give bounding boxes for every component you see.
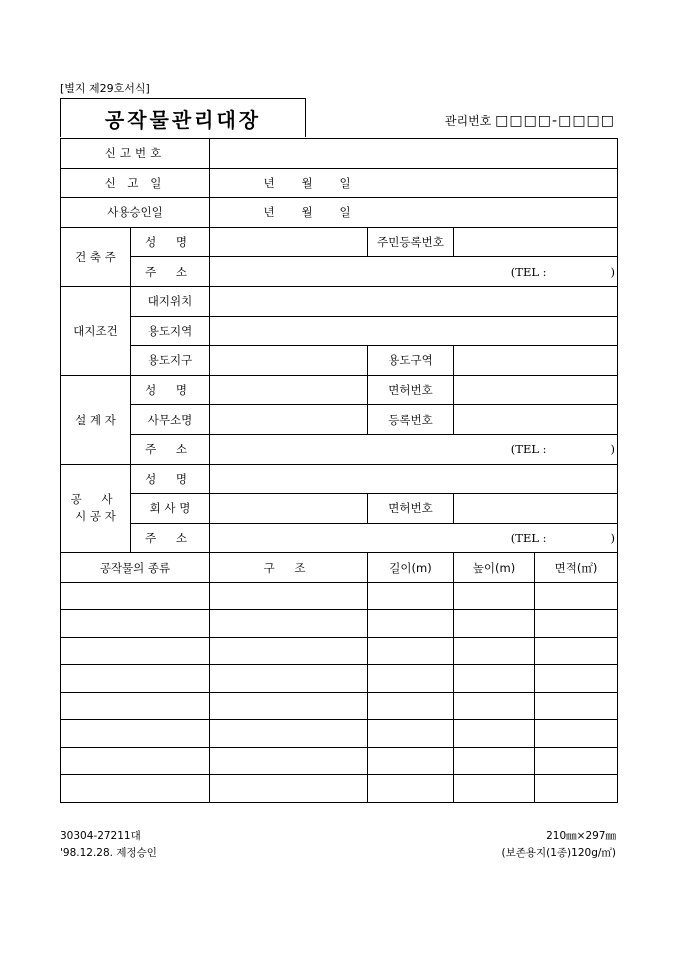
type-cell[interactable] (61, 637, 210, 665)
contractor-license-field[interactable] (454, 494, 618, 524)
structure-cell[interactable] (210, 665, 368, 693)
table-row (61, 610, 618, 638)
form-approval-date: '98.12.28. 제정승인 (60, 847, 157, 859)
type-cell[interactable] (61, 692, 210, 720)
owner-name-label: 성 명 (131, 227, 210, 257)
structure-cell[interactable] (210, 582, 368, 610)
height-cell[interactable] (454, 775, 535, 803)
length-cell[interactable] (368, 720, 454, 748)
contractor-name-field[interactable] (210, 464, 618, 494)
height-cell[interactable] (454, 720, 535, 748)
structure-cell[interactable] (210, 610, 368, 638)
report-date-field[interactable]: 년 월 일 (210, 168, 618, 198)
length-cell[interactable] (368, 637, 454, 665)
structure-cell[interactable] (210, 692, 368, 720)
zone-section-field[interactable] (454, 346, 618, 376)
contractor-address-field[interactable]: (TEL : ) (210, 523, 618, 553)
area-cell[interactable] (535, 582, 618, 610)
report-date-label: 신 고 일 (61, 168, 210, 198)
designer-registration-label: 등록번호 (368, 405, 454, 435)
owner-id-field[interactable] (454, 227, 618, 257)
type-cell[interactable] (61, 665, 210, 693)
paper-spec (501, 828, 616, 862)
report-number-field[interactable] (210, 139, 618, 169)
table-row (61, 720, 618, 748)
length-cell[interactable] (368, 610, 454, 638)
height-cell[interactable] (454, 665, 535, 693)
structure-type-header: 공작물의 종류 (61, 553, 210, 583)
height-cell[interactable] (454, 582, 535, 610)
owner-id-label: 주민등록번호 (368, 227, 454, 257)
area-cell[interactable] (535, 720, 618, 748)
zone-district-label: 용도지구 (131, 346, 210, 376)
contractor-address-label: 주 소 (131, 523, 210, 553)
zone-district-field[interactable] (210, 346, 368, 376)
designer-section-label: 설 계 자 (61, 375, 131, 464)
site-section-label: 대지조건 (61, 286, 131, 375)
table-row (61, 582, 618, 610)
structure-cell[interactable] (210, 747, 368, 775)
length-header: 길이(m) (368, 553, 454, 583)
table-row (61, 692, 618, 720)
type-cell[interactable] (61, 747, 210, 775)
designer-license-field[interactable] (454, 375, 618, 405)
type-cell[interactable] (61, 610, 210, 638)
type-cell[interactable] (61, 720, 210, 748)
structure-cell[interactable] (210, 637, 368, 665)
table-row (61, 637, 618, 665)
height-cell[interactable] (454, 637, 535, 665)
area-cell[interactable] (535, 692, 618, 720)
contractor-company-field[interactable] (210, 494, 368, 524)
designer-name-label: 성 명 (131, 375, 210, 405)
approval-date-field[interactable]: 년 월 일 (210, 198, 618, 228)
management-number (445, 112, 615, 129)
area-cell[interactable] (535, 637, 618, 665)
designer-address-label: 주 소 (131, 434, 210, 464)
form-annex-label: [별지 제29호서식] (60, 82, 150, 95)
type-cell[interactable] (61, 775, 210, 803)
height-cell[interactable] (454, 747, 535, 775)
designer-license-label: 면허번호 (368, 375, 454, 405)
table-row (61, 747, 618, 775)
owner-section-label: 건 축 주 (61, 227, 131, 286)
contractor-license-label: 면허번호 (368, 494, 454, 524)
length-cell[interactable] (368, 665, 454, 693)
form-code-number: 30304-27211대 (60, 830, 141, 842)
paper-type: (보존용지(1종)120g/㎡) (501, 847, 616, 859)
designer-address-field[interactable]: (TEL : ) (210, 434, 618, 464)
designer-name-field[interactable] (210, 375, 368, 405)
height-cell[interactable] (454, 610, 535, 638)
table-row (61, 665, 618, 693)
zone-section-label: 용도구역 (368, 346, 454, 376)
area-cell[interactable] (535, 775, 618, 803)
height-cell[interactable] (454, 692, 535, 720)
area-cell[interactable] (535, 747, 618, 775)
zone-area-field[interactable] (210, 316, 618, 346)
structure-cell[interactable] (210, 775, 368, 803)
area-header: 면적(㎡) (535, 553, 618, 583)
owner-name-field[interactable] (210, 227, 368, 257)
zone-area-label: 용도지역 (131, 316, 210, 346)
designer-office-field[interactable] (210, 405, 368, 435)
length-cell[interactable] (368, 775, 454, 803)
owner-address-label: 주 소 (131, 257, 210, 287)
structure-cell[interactable] (210, 720, 368, 748)
contractor-section-label: 공 사 시 공 자 (61, 464, 131, 553)
structure-header: 구 조 (210, 553, 368, 583)
area-cell[interactable] (535, 665, 618, 693)
report-number-label: 신고번호 (61, 139, 210, 169)
approval-date-label: 사용승인일 (61, 198, 210, 228)
length-cell[interactable] (368, 747, 454, 775)
site-location-field[interactable] (210, 286, 618, 316)
area-cell[interactable] (535, 610, 618, 638)
management-number-value: □□□□-□□□□ (495, 113, 615, 129)
length-cell[interactable] (368, 692, 454, 720)
owner-address-field[interactable]: (TEL : ) (210, 257, 618, 287)
length-cell[interactable] (368, 582, 454, 610)
designer-office-label: 사무소명 (131, 405, 210, 435)
paper-size: 210㎜×297㎜ (546, 830, 616, 842)
registry-form-table (60, 138, 618, 803)
form-code (60, 828, 157, 862)
height-header: 높이(m) (454, 553, 535, 583)
contractor-company-label: 회 사 명 (131, 494, 210, 524)
form-title: 공작물관리대장 (60, 98, 306, 137)
contractor-name-label: 성 명 (131, 464, 210, 494)
table-row (61, 775, 618, 803)
site-location-label: 대지위치 (131, 286, 210, 316)
type-cell[interactable] (61, 582, 210, 610)
management-number-label: 관리번호 (444, 114, 492, 128)
designer-registration-field[interactable] (454, 405, 618, 435)
